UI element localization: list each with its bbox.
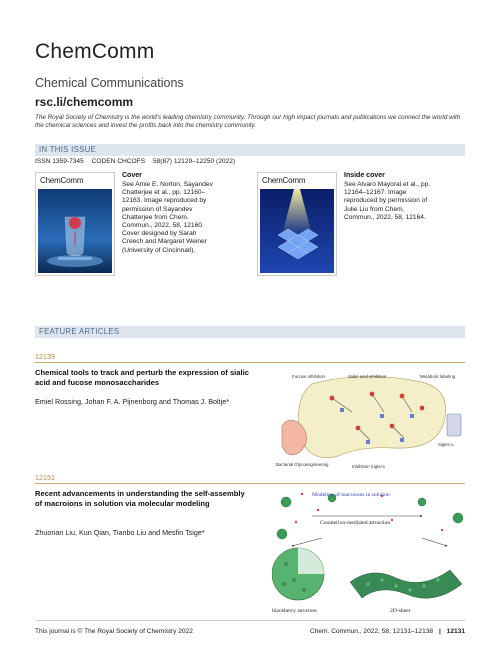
article-divider — [35, 483, 465, 484]
rsc-tagline: The Royal Society of Chemistry is the world's leading chemistry community. Through our high impact journals and publications we connect the world with the chemical sciences and invest the profits back into the chemistry community. — [35, 114, 461, 130]
article-page-number: 12139 — [35, 352, 55, 361]
fig-label: Siglec-L — [438, 442, 454, 447]
footer-citation-block: Chem. Commun., 2022, 58, 12131–12138 | 12131 — [309, 628, 465, 635]
issn: ISSN 1359-7345 — [35, 158, 84, 165]
volume-info: 58(87) 12129–12250 (2022) — [152, 158, 236, 165]
cover-label: Cover — [122, 172, 142, 179]
cover-description: See Amie E. Norton, Sayandev Chatterjee et al., pp. 12160–12163. Image reproduced by permission of Sayandev Chatterjee from Chem. Commun., 2022, 58, 12160. Cover designed by Sarah Creech and Margaret Weiner (University of Cincinnati). — [122, 181, 213, 254]
inside-cover-thumbnail[interactable] — [257, 172, 337, 276]
journal-full-name: Chemical Communications — [35, 76, 184, 90]
fig-label: Modeling of macroions in solution — [312, 492, 390, 498]
inside-cover-description: See Alvaro Mayoral et al., pp. 12164–12167. Image reproduced by permission of Julie Liu from Chem. Commun., 2022, 58, 12164. — [344, 181, 431, 221]
footer-page-number: 12131 — [446, 628, 465, 635]
fig-label: Fucose inhibition — [292, 374, 325, 379]
footer-copyright: This journal is © The Royal Society of Chemistry 2022 — [35, 628, 193, 635]
article-graphical-abstract — [272, 488, 467, 616]
inside-cover-thumb-title: ChemComm — [262, 176, 306, 185]
inside-cover-artwork — [258, 173, 336, 275]
footer-divider — [35, 620, 465, 621]
fig-label: Metabolic labeling — [420, 374, 456, 379]
issn-line — [35, 158, 241, 165]
article-title[interactable]: Chemical tools to track and perturb the expression of sialic acid and fucose monosaccharides — [35, 368, 249, 387]
fig-label: 2D-sheet — [390, 608, 411, 614]
fig-label: Sialic acid inhibition — [348, 374, 387, 379]
journal-url[interactable]: rsc.li/chemcomm — [35, 95, 134, 109]
inside-cover-label: Inside cover — [344, 172, 385, 179]
in-this-issue-bar: IN THIS ISSUE — [35, 144, 465, 156]
fig-label: Bacterial Glycoengineering — [276, 462, 329, 467]
article-title[interactable]: Recent advancements in understanding the self-assembly of macroions in solution via molecular modeling — [35, 489, 245, 508]
feature-articles-bar: FEATURE ARTICLES — [35, 326, 465, 338]
article-authors: Emiel Rossing, Johan F. A. Pijnenborg and Thomas J. Boltje* — [35, 397, 230, 406]
cover-thumb-title: ChemComm — [40, 176, 84, 185]
coden: CODEN CHCOFS — [91, 158, 146, 165]
article-divider — [35, 362, 465, 363]
cover-artwork — [36, 173, 114, 275]
fig-label: Counterion-mediated attraction — [320, 520, 391, 526]
article-page-number: 12151 — [35, 473, 55, 482]
footer-citation: Chem. Commun., 2022, 58, 12131–12138 — [309, 628, 434, 635]
fig-label: Inhibition Siglecs — [352, 464, 385, 469]
article-authors: Zhuonan Liu, Kun Qian, Tianbo Liu and Mesfin Tsige* — [35, 528, 205, 537]
cover-thumbnail[interactable] — [35, 172, 115, 276]
journal-name: ChemComm — [35, 40, 155, 63]
fig-label: blackberry structure — [272, 608, 317, 614]
article-graphical-abstract — [272, 368, 467, 472]
